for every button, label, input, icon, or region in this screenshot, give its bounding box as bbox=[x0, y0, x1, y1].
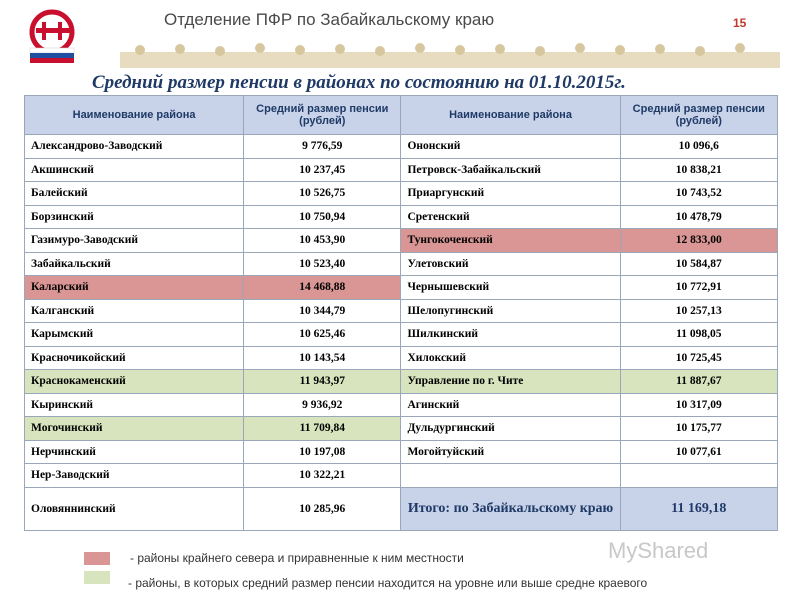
district-name: Оловяннинский bbox=[25, 487, 244, 530]
district-name-far-north: Тунгокоченский bbox=[401, 229, 620, 253]
table-row bbox=[25, 346, 778, 370]
district-name: Красночикойский bbox=[25, 346, 244, 370]
district-name: Улетовский bbox=[401, 252, 620, 276]
district-name: Могойтуйский bbox=[401, 440, 620, 464]
table-row bbox=[25, 229, 778, 253]
pension-value: 10 077,61 bbox=[620, 440, 777, 464]
pension-value: 10 257,13 bbox=[620, 299, 777, 323]
district-name: Хилокский bbox=[401, 346, 620, 370]
district-name: Сретенский bbox=[401, 205, 620, 229]
district-name: Акшинский bbox=[25, 158, 244, 182]
district-name-far-north: Каларский bbox=[25, 276, 244, 300]
table-row bbox=[25, 323, 778, 347]
pension-value: 10 197,08 bbox=[244, 440, 401, 464]
column-header: Средний размер пенсии (рублей) bbox=[244, 96, 401, 135]
table-row bbox=[25, 417, 778, 441]
table-row bbox=[25, 205, 778, 229]
pension-value: 10 526,75 bbox=[244, 182, 401, 206]
table-row bbox=[25, 158, 778, 182]
table-row bbox=[25, 252, 778, 276]
pension-value: 9 936,92 bbox=[244, 393, 401, 417]
pension-value: 10 772,91 bbox=[620, 276, 777, 300]
page-number: 15 bbox=[733, 16, 747, 30]
table-row bbox=[25, 135, 778, 159]
pension-value: 10 750,94 bbox=[244, 205, 401, 229]
district-name-above-average: Управление по г. Чите bbox=[401, 370, 620, 394]
district-name: Дульдургинский bbox=[401, 417, 620, 441]
crowd-silhouette-decoration bbox=[120, 40, 780, 68]
table-row bbox=[25, 299, 778, 323]
pension-value: 10 625,46 bbox=[244, 323, 401, 347]
legend-red-text: - районы крайнего севера и приравненные к ним местности bbox=[130, 551, 464, 565]
district-name: Нер-Заводский bbox=[25, 464, 244, 488]
org-title: Отделение ПФР по Забайкальскому краю bbox=[164, 10, 495, 29]
column-header: Наименование района bbox=[401, 96, 620, 135]
legend-swatch-green bbox=[84, 571, 110, 584]
district-name: Кыринский bbox=[25, 393, 244, 417]
pension-value: 10 175,77 bbox=[620, 417, 777, 441]
district-name: Балейский bbox=[25, 182, 244, 206]
pension-value-above-average: 11 943,97 bbox=[244, 370, 401, 394]
pension-value: 10 838,21 bbox=[620, 158, 777, 182]
pension-table bbox=[24, 95, 778, 531]
pension-value: 10 725,45 bbox=[620, 346, 777, 370]
district-name-above-average: Могочинский bbox=[25, 417, 244, 441]
pension-value-far-north: 12 833,00 bbox=[620, 229, 777, 253]
pension-value: 10 317,09 bbox=[620, 393, 777, 417]
pension-value-far-north: 14 468,88 bbox=[244, 276, 401, 300]
district-name: Газимуро-Заводский bbox=[25, 229, 244, 253]
watermark: MyShared bbox=[608, 538, 709, 563]
pfr-logo-icon bbox=[22, 8, 92, 66]
pension-value: 10 096,6 bbox=[620, 135, 777, 159]
total-value: 11 169,18 bbox=[620, 487, 777, 530]
pension-value: 10 143,54 bbox=[244, 346, 401, 370]
district-name: Калганский bbox=[25, 299, 244, 323]
pension-value: 10 322,21 bbox=[244, 464, 401, 488]
pension-value-above-average: 11 887,67 bbox=[620, 370, 777, 394]
table-row bbox=[25, 393, 778, 417]
district-name: Забайкальский bbox=[25, 252, 244, 276]
district-name-above-average: Краснокаменский bbox=[25, 370, 244, 394]
table-row bbox=[25, 464, 778, 488]
legend-green-text: - районы, в которых средний размер пенсии находится на уровне или выше средне краевого bbox=[128, 576, 648, 590]
pension-value: 11 098,05 bbox=[620, 323, 777, 347]
district-name: Карымский bbox=[25, 323, 244, 347]
pension-value-above-average: 11 709,84 bbox=[244, 417, 401, 441]
header bbox=[0, 0, 800, 70]
district-name: Борзинский bbox=[25, 205, 244, 229]
district-name: Приаргунский bbox=[401, 182, 620, 206]
district-name: Чернышевский bbox=[401, 276, 620, 300]
table-row bbox=[25, 440, 778, 464]
pension-value: 10 478,79 bbox=[620, 205, 777, 229]
empty-cell bbox=[620, 464, 777, 488]
empty-cell bbox=[401, 464, 620, 488]
column-header: Средний размер пенсии (рублей) bbox=[620, 96, 777, 135]
district-name: Шилкинский bbox=[401, 323, 620, 347]
total-label: Итого: по Забайкальскому краю bbox=[401, 487, 620, 530]
table-header-row bbox=[25, 96, 778, 135]
legend-swatch-red bbox=[84, 552, 110, 565]
pension-value: 10 237,45 bbox=[244, 158, 401, 182]
table-row-total bbox=[25, 487, 778, 530]
pension-value: 10 344,79 bbox=[244, 299, 401, 323]
district-name: Нерчинский bbox=[25, 440, 244, 464]
pension-value: 10 523,40 bbox=[244, 252, 401, 276]
table-row bbox=[25, 182, 778, 206]
page-title: Средний размер пенсии в районах по состоянию на 01.10.2015г. bbox=[92, 72, 626, 93]
column-header: Наименование района bbox=[25, 96, 244, 135]
district-name: Ононский bbox=[401, 135, 620, 159]
district-name: Агинский bbox=[401, 393, 620, 417]
pension-value: 9 776,59 bbox=[244, 135, 401, 159]
district-name: Шелопугинский bbox=[401, 299, 620, 323]
pension-value: 10 285,96 bbox=[244, 487, 401, 530]
pension-value: 10 453,90 bbox=[244, 229, 401, 253]
table-row bbox=[25, 370, 778, 394]
pension-value: 10 743,52 bbox=[620, 182, 777, 206]
district-name: Петровск-Забайкальский bbox=[401, 158, 620, 182]
pension-value: 10 584,87 bbox=[620, 252, 777, 276]
table-row bbox=[25, 276, 778, 300]
district-name: Александрово-Заводский bbox=[25, 135, 244, 159]
